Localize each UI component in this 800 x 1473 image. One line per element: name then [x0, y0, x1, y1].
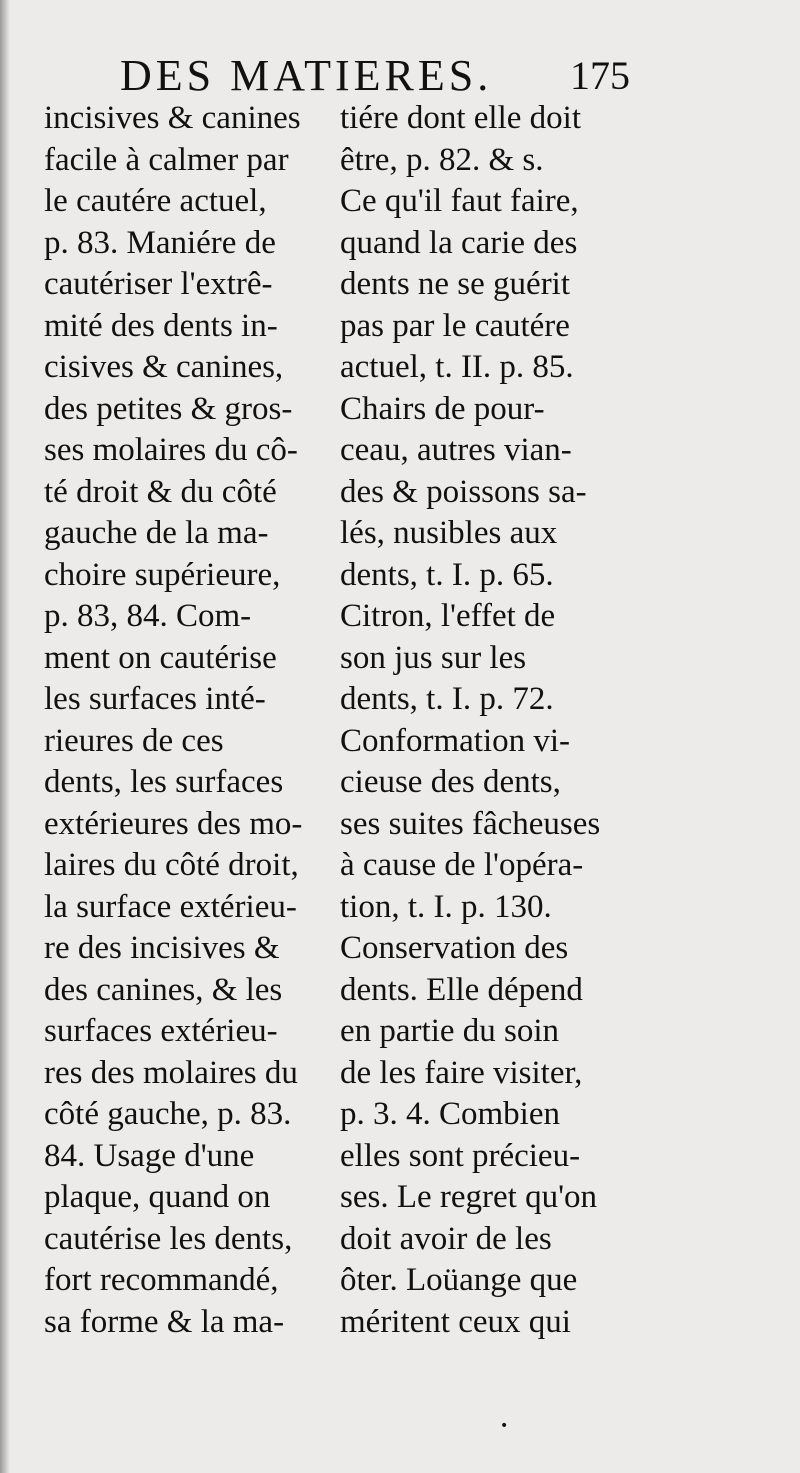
text-line: 84. Usage d'une — [44, 1137, 255, 1174]
text-line: gauche de la ma- — [44, 515, 269, 551]
text-line: en partie du soin — [340, 1013, 560, 1049]
text-line: ses molaires du cô- — [44, 432, 298, 468]
text-line: re des incisives & — [44, 930, 280, 966]
text-line: facile à calmer par — [44, 141, 289, 178]
text-line: p. 83, 84. Com- — [44, 598, 252, 634]
text-line: à cause de l'opéra- — [340, 847, 584, 883]
text-line: tion, t. I. p. 130. — [340, 888, 552, 925]
text-line: de les faire visiter, — [340, 1054, 583, 1091]
text-line: extérieures des mo- — [44, 805, 303, 842]
text-line: méritent ceux qui — [340, 1303, 571, 1340]
text-line: ôter. Loüange que — [340, 1262, 578, 1298]
text-line: cieuse des dents, — [340, 764, 561, 800]
text-line: elles sont précieu- — [340, 1137, 581, 1174]
text-line: dents ne se guérit — [340, 266, 571, 302]
text-line: tiére dont elle doit — [340, 100, 582, 136]
index-column-left — [44, 98, 324, 1343]
text-line: p. 3. 4. Combien — [340, 1096, 560, 1132]
text-line: choire supérieure, — [44, 556, 281, 593]
text-line: être, p. 82. & s. — [340, 141, 544, 178]
text-line: des petites & gros- — [44, 390, 293, 427]
text-line: dents. Elle dépend — [340, 971, 583, 1008]
text-line: cautérise les dents, — [44, 1220, 293, 1257]
index-column-right — [340, 98, 625, 1343]
page-number: 175 — [570, 53, 630, 98]
text-line: Citron, l'effet de — [340, 598, 556, 634]
text-line: cautériser l'extrê- — [44, 266, 273, 302]
text-line: pas par le cautére — [340, 307, 570, 344]
text-line: laires du côté droit, — [44, 847, 299, 883]
text-line: dents, t. I. p. 72. — [340, 681, 554, 717]
text-line: quand la carie des — [340, 224, 578, 261]
text-line: incisives & canines — [44, 100, 301, 136]
text-line: dents, t. I. p. 65. — [340, 556, 554, 593]
text-line: té droit & du côté — [44, 473, 277, 510]
text-line: les surfaces inté- — [44, 681, 266, 717]
text-line: ceau, autres vian- — [340, 432, 572, 468]
text-line: Conformation vi- — [340, 722, 571, 759]
text-line: fort recommandé, — [44, 1262, 279, 1298]
text-line: rieures de ces — [44, 722, 224, 759]
text-line: son jus sur les — [340, 639, 527, 676]
ornament-dot: • — [500, 1418, 509, 1434]
text-line: doit avoir de les — [340, 1220, 552, 1257]
text-line: plaque, quand on — [44, 1179, 271, 1215]
text-line: ment on cautérise — [44, 639, 277, 676]
text-line: dents, les surfaces — [44, 764, 284, 800]
text-line: la surface extérieu- — [44, 888, 297, 925]
text-line: p. 83. Maniére de — [44, 224, 276, 261]
text-line: Ce qu'il faut faire, — [340, 183, 579, 219]
text-line: res des molaires du — [44, 1054, 298, 1091]
text-line: mité des dents in- — [44, 307, 278, 344]
text-line: ses. Le regret qu'on — [340, 1179, 598, 1215]
text-line: ses suites fâcheuses — [340, 805, 601, 842]
text-line: côté gauche, p. 83. — [44, 1096, 292, 1132]
text-line: cisives & canines, — [44, 349, 284, 385]
text-line: des & poissons sa- — [340, 473, 587, 510]
text-line: surfaces extérieu- — [44, 1013, 278, 1049]
text-line: actuel, t. II. p. 85. — [340, 349, 574, 385]
text-line: Chairs de pour- — [340, 390, 545, 427]
text-line: des canines, & les — [44, 971, 283, 1008]
text-line: Conservation des — [340, 930, 569, 966]
header-title: DES MATIERES. — [120, 51, 493, 100]
text-line: lés, nusibles aux — [340, 515, 558, 551]
text-line: sa forme & la ma- — [44, 1303, 285, 1340]
running-header — [120, 48, 630, 104]
text-line: le cautére actuel, — [44, 183, 267, 219]
